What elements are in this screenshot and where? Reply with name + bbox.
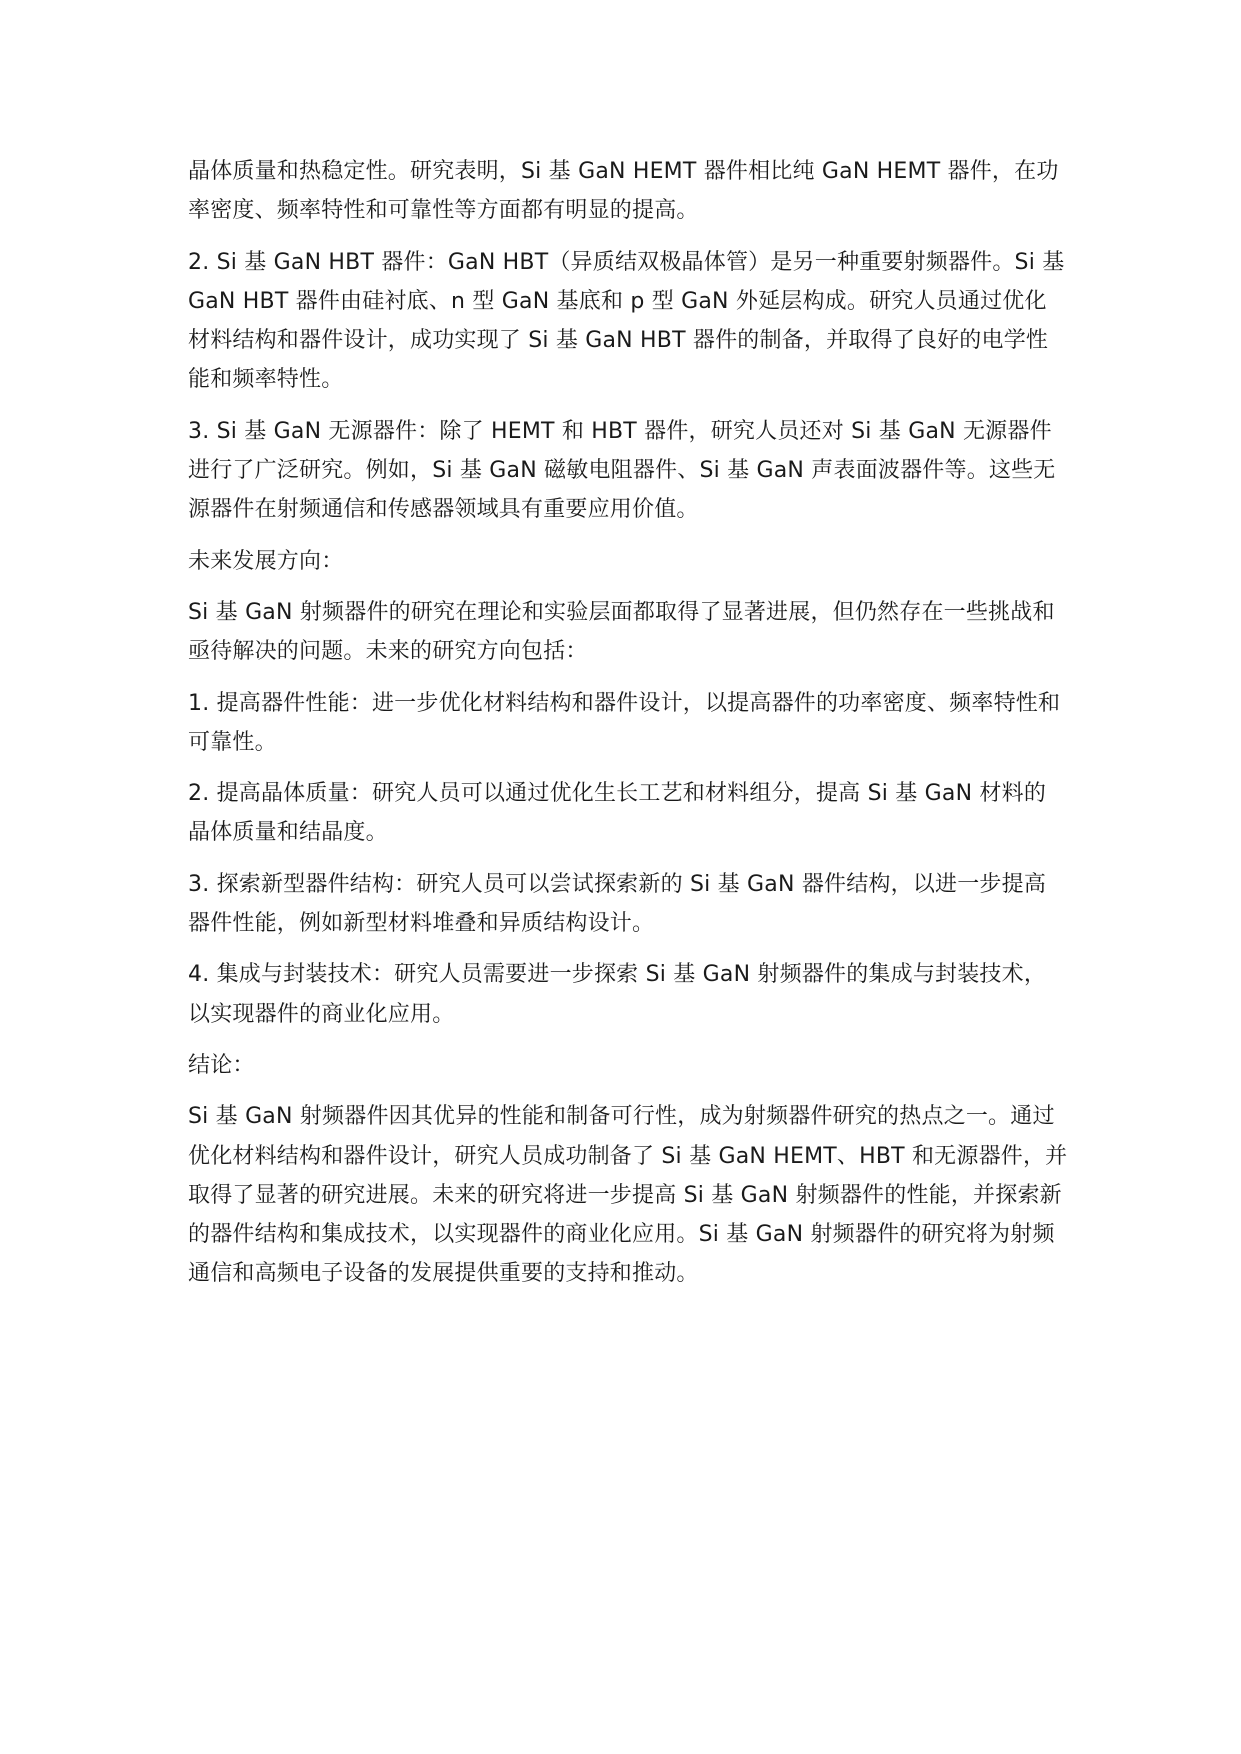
section-heading-future: 未来发展方向： xyxy=(188,548,344,574)
list-item-performance: 1. 提高器件性能：进一步优化材料结构和器件设计，以提高器件的功率密度、频率特性和可靠性。 xyxy=(188,690,1061,755)
section-heading-conclusion: 结论： xyxy=(188,1052,255,1078)
paragraph-hemt-summary: 晶体质量和热稳定性。研究表明，Si 基 GaN HEMT 器件相比纯 GaN HEMT 器件，在功率密度、频率特性和可靠性等方面都有明显的提高。 xyxy=(188,159,1059,224)
paragraph-future-intro: Si 基 GaN 射频器件的研究在理论和实验层面都取得了显著进展，但仍然存在一些挑战和亟待解决的问题。未来的研究方向包括： xyxy=(188,599,1055,665)
list-item-new-structures: 3. 探索新型器件结构：研究人员可以尝试探索新的 Si 基 GaN 器件结构，以进一步提高器件性能，例如新型材料堆叠和异质结构设计。 xyxy=(188,871,1047,937)
document-body xyxy=(188,152,1068,1306)
paragraph-conclusion: Si 基 GaN 射频器件因其优异的性能和制备可行性，成为射频器件研究的热点之一。通过优化材料结构和器件设计，研究人员成功制备了 Si 基 GaN HEMT、HBT 和无源器件，并取得了显著的研究进展。未来的研究将进一步提高 Si 基 GaN 射频器件的性能，并探索新的器件结构和集成技术，以实现器件的商业化应用。Si 基 GaN 射频器件的研究将为射频通信和高频电子设备的发展提供重要的支持和推动。 xyxy=(188,1104,1068,1287)
list-item-crystal-quality: 2. 提高晶体质量：研究人员可以通过优化生长工艺和材料组分，提高 Si 基 GaN 材料的晶体质量和结晶度。 xyxy=(188,781,1047,846)
paragraph-hbt-device: 2. Si 基 GaN HBT 器件：GaN HBT（异质结双极晶体管）是另一种重要射频器件。Si 基 GaN HBT 器件由硅衬底、n 型 GaN 基底和 p 型 GaN 外延层构成。研究人员通过优化材料结构和器件设计，成功实现了 Si 基 GaN HBT 器件的制备，并取得了良好的电学性能和频率特性。 xyxy=(188,249,1065,393)
paragraph-passive-device: 3. Si 基 GaN 无源器件：除了 HEMT 和 HBT 器件，研究人员还对 Si 基 GaN 无源器件进行了广泛研究。例如，Si 基 GaN 磁敏电阻器件、Si 基 GaN 声表面波器件等。这些无源器件在射频通信和传感器领域具有重要应用价值。 xyxy=(188,418,1056,523)
list-item-integration: 4. 集成与封装技术：研究人员需要进一步探索 Si 基 GaN 射频器件的集成与封装技术，以实现器件的商业化应用。 xyxy=(188,962,1047,1027)
